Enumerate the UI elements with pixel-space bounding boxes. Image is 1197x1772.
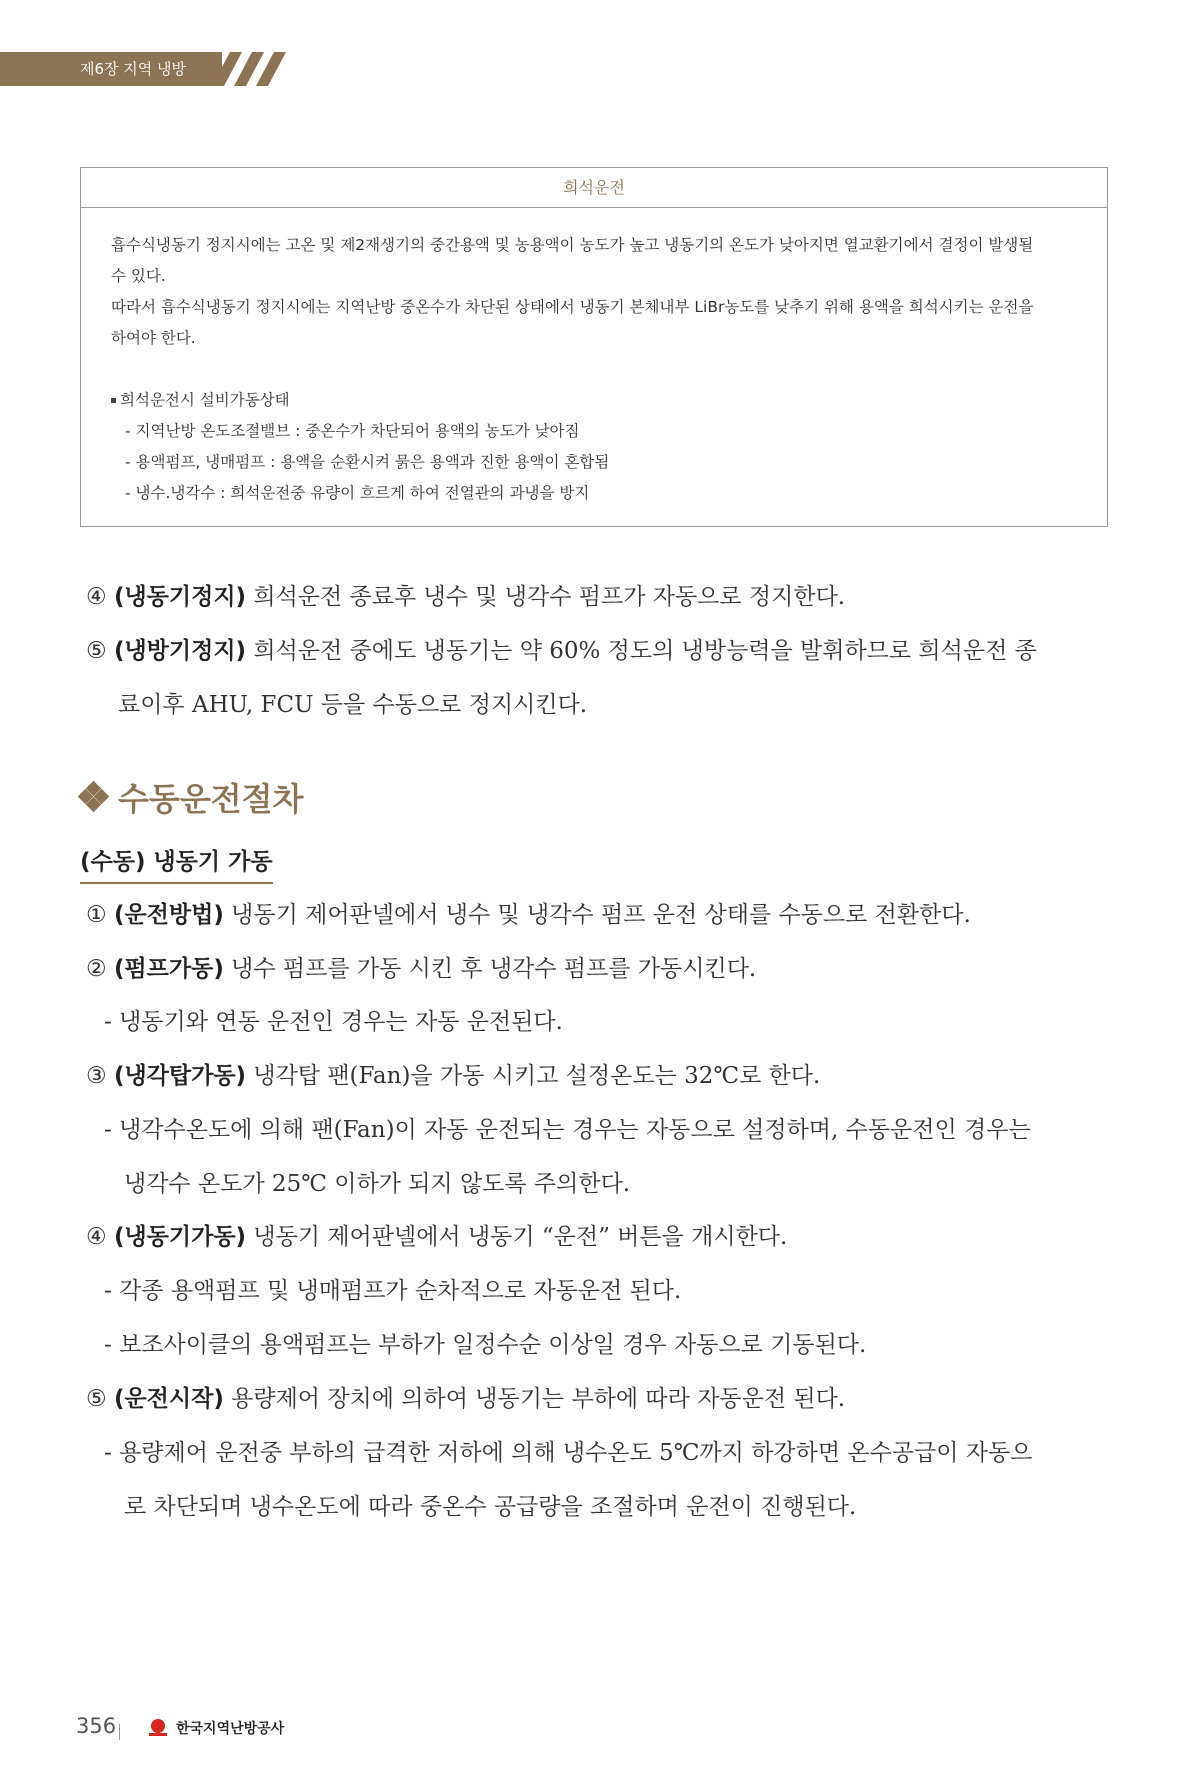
step-number: ④ xyxy=(86,1224,107,1250)
step-note-continuation: 로 차단되며 냉수온도에 따라 중온수 공급량을 조절하며 운전이 진행된다. xyxy=(124,1494,857,1520)
note-line: 흡수식냉동기 정지시에는 고온 및 제2재생기의 중간용액 및 농용액이 농도가 높고 냉동기의 온도가 낮아지면 열교환기에서 결정이 발생될 xyxy=(111,236,1034,254)
step-line xyxy=(86,1218,787,1251)
step-text: 냉수 펌프를 가동 시킨 후 냉각수 펌프를 가동시킨다. xyxy=(223,956,757,982)
step-line xyxy=(86,896,971,929)
step-label: (냉동기가동) xyxy=(113,1224,247,1250)
step-note: - 냉각수온도에 의해 팬(Fan)이 자동 운전되는 경우는 자동으로 설정하며, 수동운전인 경우는 xyxy=(104,1117,1031,1143)
note-line: 따라서 흡수식냉동기 정지시에는 지역난방 중온수가 차단된 상태에서 냉동기 본체내부 LiBr농도를 낮추기 위해 용액을 희석시키는 운전을 xyxy=(111,298,1034,316)
step-text: 냉동기 제어판넬에서 냉수 및 냉각수 펌프 운전 상태를 수동으로 전환한다. xyxy=(223,902,971,928)
note-bullet-item: - 지역난방 온도조절밸브 : 중온수가 차단되어 용액의 농도가 낮아짐 xyxy=(125,422,580,440)
step-label: (운전방법) xyxy=(113,902,224,928)
step-line xyxy=(86,1057,820,1090)
step-label: (냉각탑가동) xyxy=(113,1063,247,1089)
step-note: - 보조사이클의 용액펌프는 부하가 일정수순 이상일 경우 자동으로 기동된다. xyxy=(104,1332,867,1358)
diamond-cluster-icon xyxy=(80,783,108,811)
step-text: 희석운전 중에도 냉동기는 약 60% 정도의 냉방능력을 발휘하므로 희석운전 종 xyxy=(246,638,1037,664)
step-number: ② xyxy=(86,956,107,982)
kdhc-logo-icon xyxy=(146,1716,170,1740)
step-line xyxy=(86,1380,845,1413)
note-bullet-item: - 용액펌프, 냉매펌프 : 용액을 순환시켜 묽은 용액과 진한 용액이 혼합됨 xyxy=(125,453,610,471)
step-text: 냉동기 제어판넬에서 냉동기 “운전” 버튼을 개시한다. xyxy=(246,1224,788,1250)
note-bullet-item: - 냉수.냉각수 : 희석운전중 유량이 흐르게 하여 전열관의 과냉을 방지 xyxy=(125,484,590,502)
note-line: 수 있다. xyxy=(111,267,166,285)
step-number: ④ xyxy=(86,584,107,610)
section-title-text: 수동운전절차 xyxy=(118,780,304,818)
step-line xyxy=(86,950,756,983)
note-box-body xyxy=(81,208,1107,509)
step-note-continuation: 냉각수 온도가 25℃ 이하가 되지 않도록 주의한다. xyxy=(124,1171,631,1197)
step-number: ③ xyxy=(86,1063,107,1089)
step-note: - 냉동기와 연동 운전인 경우는 자동 운전된다. xyxy=(104,1009,563,1035)
step-text: 냉각탑 팬(Fan)을 가동 시키고 설정온도는 32℃로 한다. xyxy=(246,1063,821,1089)
note-line: 하여야 한다. xyxy=(111,329,196,347)
subsection-title: (수동) 냉동기 가동 xyxy=(80,843,273,884)
note-box xyxy=(80,167,1108,527)
footer-divider xyxy=(119,1724,120,1740)
step-text: 희석운전 종료후 냉수 및 냉각수 펌프가 자동으로 정지한다. xyxy=(246,584,846,610)
note-bullet-title xyxy=(111,385,1077,416)
step-note: - 각종 용액펌프 및 냉매펌프가 순차적으로 자동운전 된다. xyxy=(104,1278,682,1304)
step-number: ① xyxy=(86,902,107,928)
step-label: (냉동기정지) xyxy=(113,584,247,610)
step-label: (펌프가동) xyxy=(113,956,224,982)
square-bullet-icon xyxy=(111,398,116,403)
section-title xyxy=(80,774,303,820)
note-box-title: 희석운전 xyxy=(81,168,1107,208)
step-label: (운전시작) xyxy=(113,1386,224,1412)
step-continuation: 료이후 AHU, FCU 등을 수동으로 정지시킨다. xyxy=(118,692,588,718)
step-line xyxy=(86,578,845,611)
step-note: - 용량제어 운전중 부하의 급격한 저하에 의해 냉수온도 5℃까지 하강하면 온수공급이 자동으 xyxy=(104,1440,1033,1466)
step-number: ⑤ xyxy=(86,638,107,664)
decorative-stripes-icon xyxy=(212,52,302,86)
chapter-label: 제6장 지역 냉방 xyxy=(80,60,187,78)
page-number: 356 xyxy=(76,1714,117,1738)
organization-name: 한국지역난방공사 xyxy=(176,1721,285,1737)
step-text: 용량제어 장치에 의하여 냉동기는 부하에 따라 자동운전 된다. xyxy=(223,1386,846,1412)
step-number: ⑤ xyxy=(86,1386,107,1412)
bullet-title-text: 희석운전시 설비가동상태 xyxy=(120,391,290,409)
step-label: (냉방기정지) xyxy=(113,638,247,664)
step-line xyxy=(86,632,1037,665)
